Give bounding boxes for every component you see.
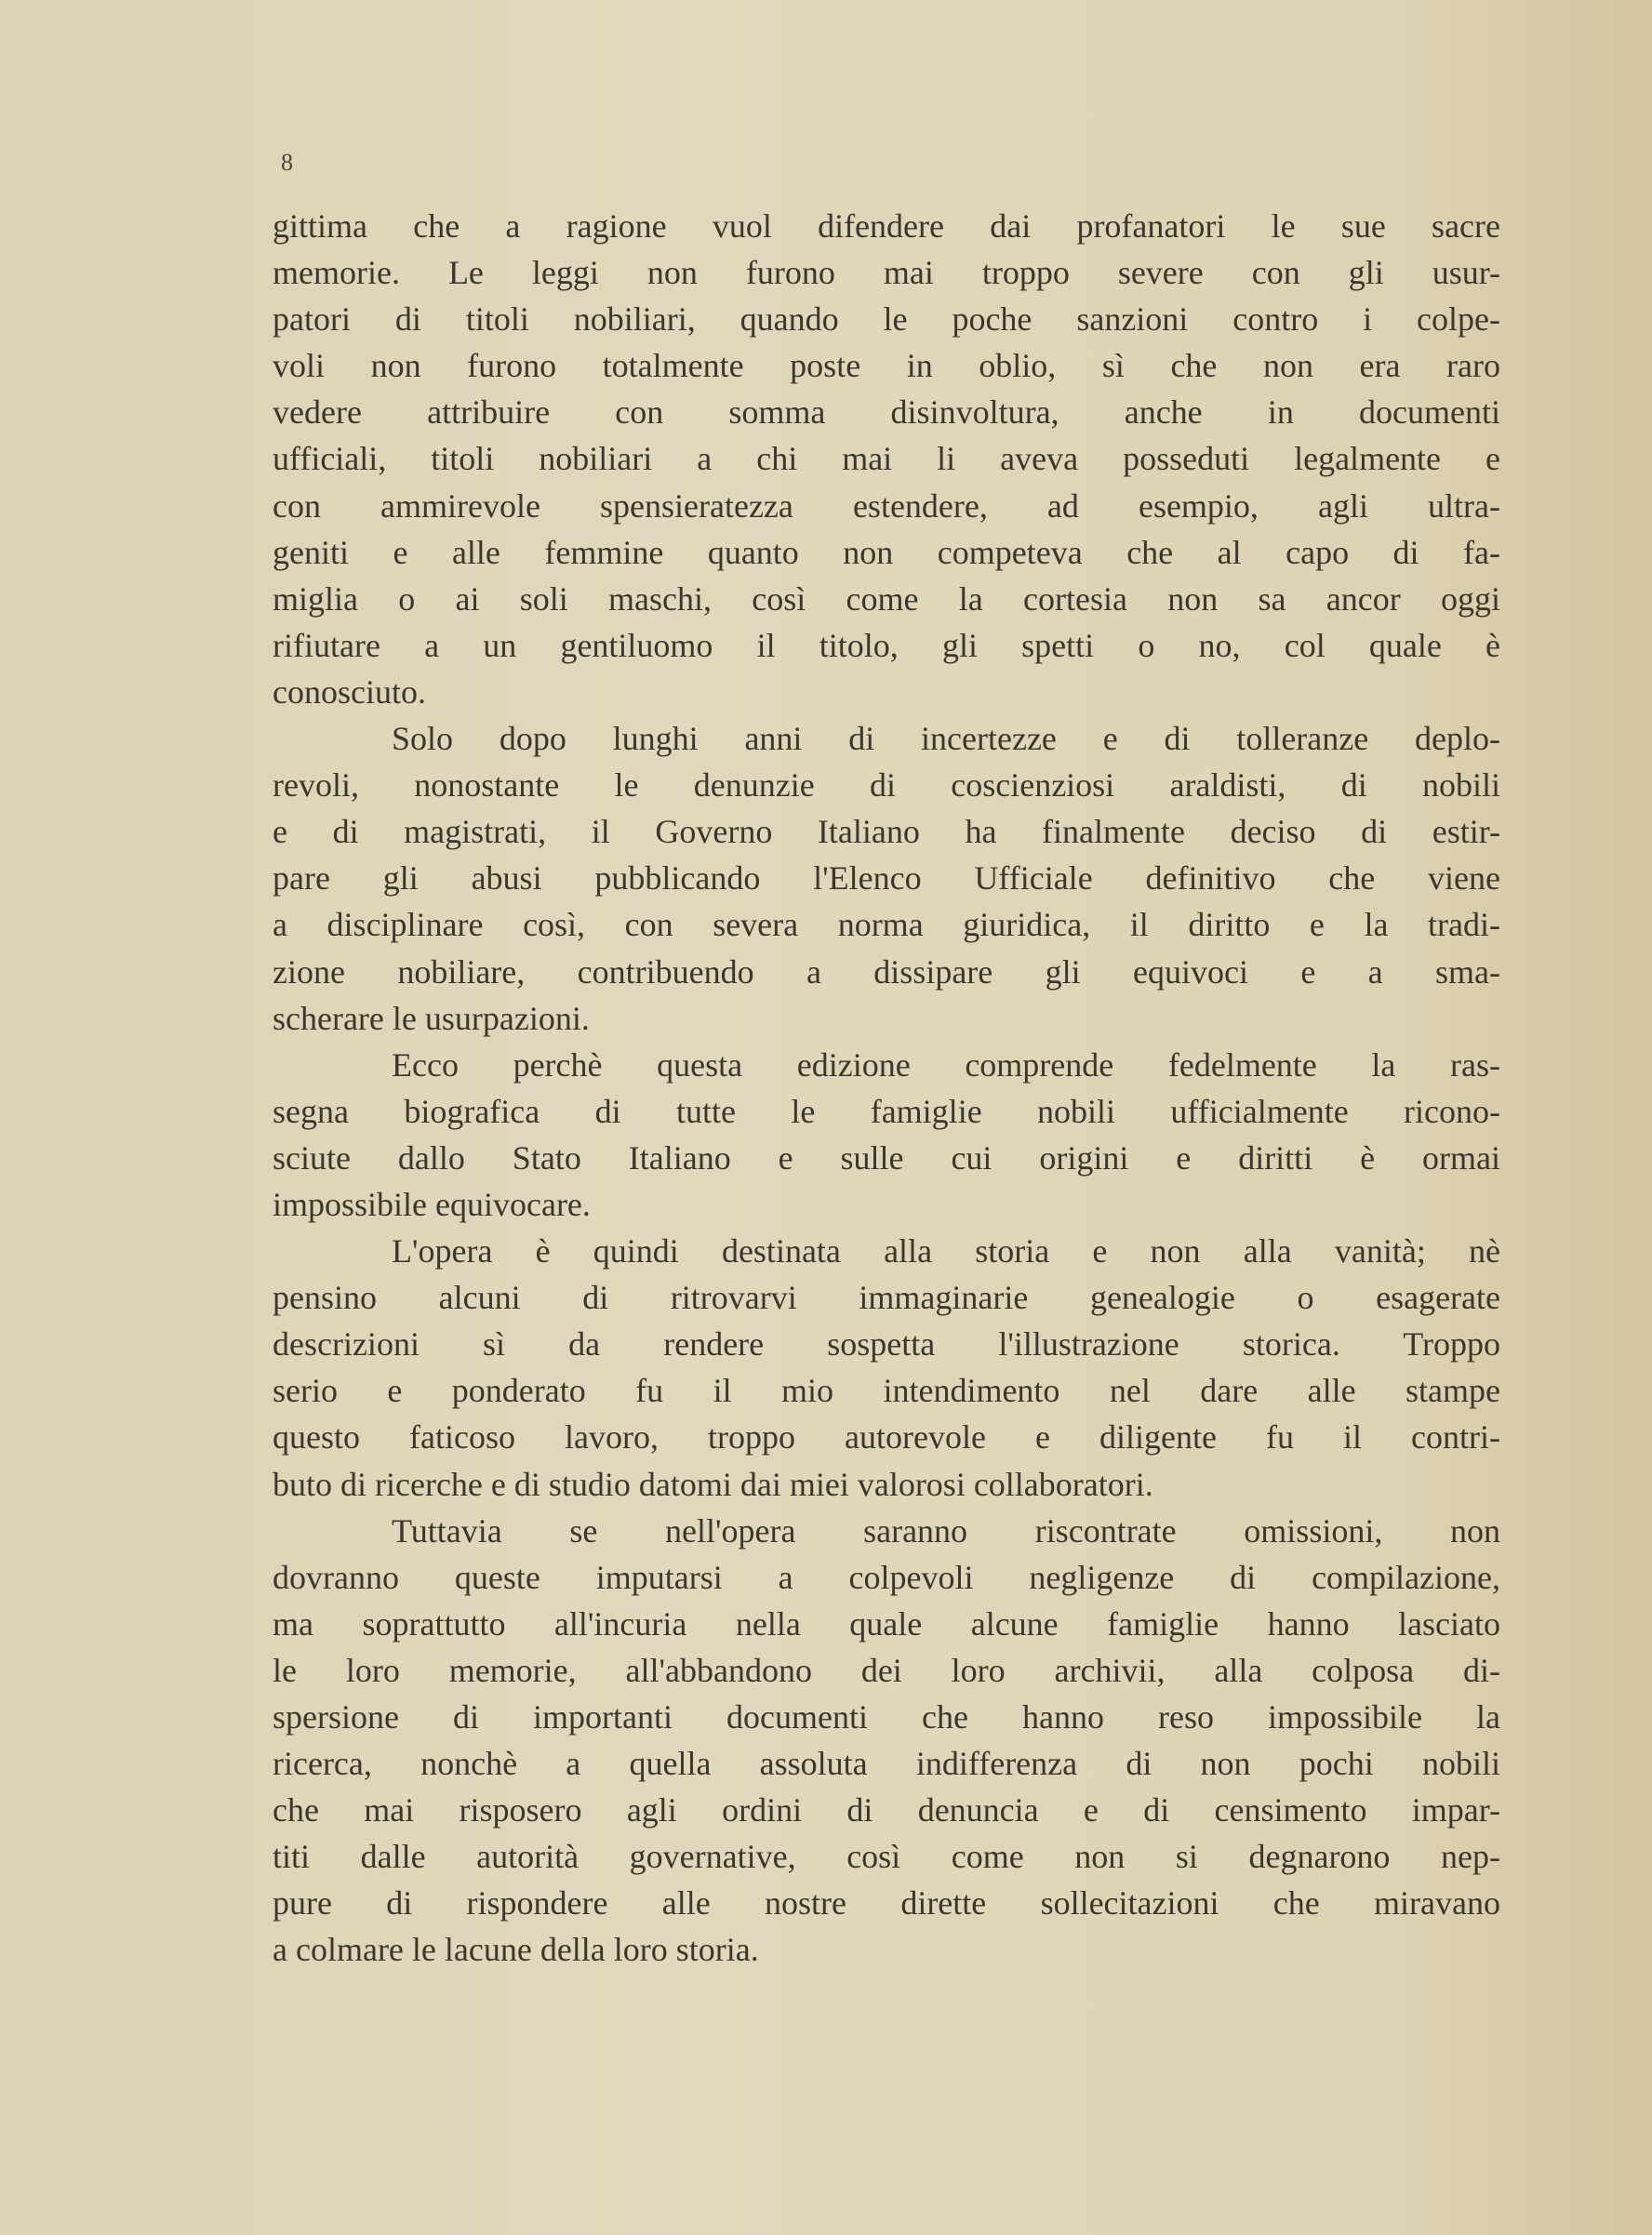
text-line: rifiutare a un gentiluomo il titolo, gli spetti o no, col quale è	[273, 626, 1500, 664]
text-line: scherare le usurpazioni.	[273, 999, 590, 1037]
text-line: le loro memorie, all'abbandono dei loro archivii, alla colposa di-	[273, 1651, 1500, 1689]
text-line: ricerca, nonchè a quella assoluta indifferenza di non pochi nobili	[273, 1745, 1500, 1783]
text-line: geniti e alle femmine quanto non competeva che al capo di fa-	[273, 533, 1500, 571]
text-line: zione nobiliare, contribuendo a dissipare gli equivoci e a sma-	[273, 952, 1500, 991]
text-line: voli non furono totalmente poste in oblio, sì che non era raro	[273, 347, 1500, 385]
text-line: vedere attribuire con somma disinvoltura, anche in documenti	[273, 393, 1500, 432]
page-number: 8	[281, 149, 293, 176]
text-line: pure di rispondere alle nostre dirette sollecitazioni che miravano	[273, 1884, 1500, 1922]
text-line: e di magistrati, il Governo Italiano ha finalmente deciso di estir-	[273, 813, 1500, 851]
text-line: questo faticoso lavoro, troppo autorevole e diligente fu il contri-	[273, 1418, 1500, 1457]
text-line: ufficiali, titoli nobiliari a chi mai li aveva posseduti legalmente e	[273, 440, 1500, 478]
text-line: conosciuto.	[273, 672, 426, 711]
text-line: buto di ricerche e di studio datomi dai miei valorosi collaboratori.	[273, 1465, 1153, 1503]
text-line: L'opera è quindi destinata alla storia e non alla vanità; nè	[392, 1232, 1500, 1270]
text-line: segna biografica di tutte le famiglie nobili ufficialmente ricono-	[273, 1092, 1500, 1130]
text-line: gittima che a ragione vuol difendere dai profanatori le sue sacre	[273, 207, 1500, 245]
text-line: impossibile equivocare.	[273, 1185, 591, 1223]
paragraph	[273, 1228, 1500, 1508]
text-line: Ecco perchè questa edizione comprende fedelmente la ras-	[392, 1045, 1500, 1084]
text-line: che mai risposero agli ordini di denuncia e di censimento impar-	[273, 1791, 1500, 1829]
paragraph	[273, 1042, 1500, 1228]
paragraph	[273, 203, 1500, 715]
text-line: a colmare le lacune della loro storia.	[273, 1931, 759, 1969]
paragraph	[273, 715, 1500, 1042]
body-text	[273, 203, 1500, 1974]
text-line: a disciplinare così, con severa norma giuridica, il diritto e la tradi-	[273, 906, 1500, 944]
text-line: con ammirevole spensieratezza estendere, ad esempio, agli ultra-	[273, 486, 1500, 525]
text-line: memorie. Le leggi non furono mai troppo severe con gli usur-	[273, 254, 1500, 292]
text-line: serio e ponderato fu il mio intendimento nel dare alle stampe	[273, 1372, 1500, 1410]
text-line: ma soprattutto all'incuria nella quale alcune famiglie hanno lasciato	[273, 1604, 1500, 1643]
text-line: spersione di importanti documenti che hanno reso impossibile la	[273, 1698, 1500, 1736]
text-line: revoli, nonostante le denunzie di coscienziosi araldisti, di nobili	[273, 766, 1500, 805]
text-line: Solo dopo lunghi anni di incertezze e di tolleranze deplo-	[392, 720, 1500, 758]
text-line: patori di titoli nobiliari, quando le poche sanzioni contro i colpe-	[273, 300, 1500, 339]
text-line: sciute dallo Stato Italiano e sulle cui origini e diritti è ormai	[273, 1138, 1500, 1177]
text-line: Tuttavia se nell'opera saranno riscontrate omissioni, non	[392, 1511, 1500, 1550]
text-line: pare gli abusi pubblicando l'Elenco Ufficiale definitivo che viene	[273, 859, 1500, 898]
text-line: pensino alcuni di ritrovarvi immaginarie genealogie o esagerate	[273, 1279, 1500, 1317]
text-line: dovranno queste imputarsi a colpevoli negligenze di compilazione,	[273, 1558, 1500, 1596]
text-line: titi dalle autorità governative, così come non si degnarono nep-	[273, 1838, 1500, 1876]
text-line: miglia o ai soli maschi, così come la cortesia non sa ancor oggi	[273, 579, 1500, 618]
paragraph	[273, 1508, 1500, 1974]
text-line: descrizioni sì da rendere sospetta l'illustrazione storica. Troppo	[273, 1325, 1500, 1364]
